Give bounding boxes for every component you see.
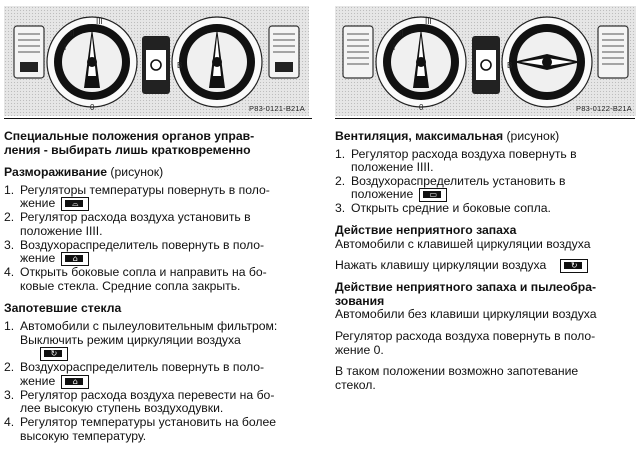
right-vent-icon: [598, 26, 628, 78]
recirculation-icon: ↻: [40, 347, 68, 361]
dial-mark: III: [425, 17, 432, 26]
temp-dial-left-icon: [376, 17, 466, 107]
section-rule: [4, 118, 312, 119]
defrost-heading: [4, 166, 312, 180]
intro-heading: [4, 130, 312, 157]
heading-text: Размораживание: [4, 165, 108, 180]
odor-heading: Действие неприятного запаха: [335, 222, 517, 237]
list-item: 3. Открыть средние и боковые сопла.: [335, 201, 551, 216]
dial-mark: I: [64, 43, 67, 52]
right-text-column: [335, 118, 635, 392]
list-item: 3. Воздухораспределитель повернуть в поло- жение ⌂: [4, 237, 265, 266]
vent-steps: [335, 148, 635, 216]
windshield-defrost-icon: ⌓: [61, 197, 89, 211]
list-item: 2. Регулятор расхода воздуха установить в положение IIII.: [4, 210, 251, 238]
temp-dial-left-icon: [47, 17, 137, 107]
section-rule: [335, 118, 635, 119]
figure-code: P83-0121-B21A: [249, 104, 305, 113]
heading-sub: (рисунок): [503, 129, 560, 143]
odor-text: Автомобили с клавишей циркуляции воздуха: [335, 236, 591, 251]
odor-dust-text: Автомобили без клавиши циркуляции воздуха: [335, 307, 597, 322]
odor-dust-heading: Действие неприятного запаха и пылеобра- зования: [335, 280, 597, 308]
climate-panel-figure-1: [4, 6, 309, 116]
right-vent-icon: [269, 26, 299, 78]
list-item: 3. Регулятор расхода воздуха перевести на бо- лее высокую ступень воздуходувки.: [4, 387, 275, 416]
list-item: 1. Регулятор расхода воздуха повернуть в положение IIII.: [335, 146, 577, 175]
list-item: 2. Воздухораспределитель повернуть в поло- жение ⌂: [4, 360, 265, 388]
dial-mark: B: [507, 61, 513, 70]
left-text-column: [4, 118, 312, 443]
climate-panel-figure-2: [335, 6, 636, 116]
windshield-defrost-icon: ⌂: [61, 375, 89, 389]
recirculation-icon: ↻: [560, 259, 588, 273]
list-item: 1. Автомобили с пылеуловительным фильтром: Выключить режим циркуляции воздуха ↻: [4, 320, 312, 361]
list-item: 4. Открыть боковые сопла и направить на бо- ковые стекла. Средние сопла закрыть.: [4, 265, 267, 293]
dial-mark: I: [393, 43, 396, 52]
figure-code: P83-0122-B21A: [576, 104, 632, 113]
dash-vent-icon: ▭: [419, 188, 447, 202]
windshield-defrost-icon: ⌂: [61, 252, 89, 266]
vent-heading: [335, 130, 635, 144]
defrost-steps: [4, 184, 312, 294]
dial-mark: II: [399, 29, 404, 38]
air-distribution-dial-icon: [502, 17, 592, 107]
paragraph: В таком положении возможно запотевание стекол.: [335, 364, 579, 392]
dial-mark: 0: [90, 103, 95, 112]
dial-mark: II: [70, 29, 75, 38]
heading-sub: (рисунок): [107, 165, 164, 180]
recirculation-switch-icon: [142, 36, 170, 94]
fog-steps: [4, 320, 312, 443]
dial-mark: III: [96, 17, 103, 26]
dial-mark: 0: [419, 103, 424, 112]
heading-text: Вентиляция, максимальная: [335, 129, 504, 143]
paragraph: Регулятор расхода воздуха повернуть в поло- жение 0.: [335, 328, 596, 357]
dial-mark: B: [177, 61, 183, 70]
air-distribution-dial-icon: [172, 17, 262, 107]
list-item: 4. Регулятор температуры установить на более высокую температуру.: [4, 414, 277, 443]
left-vent-icon: [343, 26, 373, 78]
climate-panel-drawing: [335, 6, 636, 116]
list-item: 1. Регуляторы температуры повернуть в поло- жение ⌓: [4, 182, 270, 211]
left-vent-icon: [14, 26, 44, 78]
intro-line: Специальные положения органов управ-: [4, 129, 255, 143]
list-item: 2. Воздухораспределитель установить в положение ▭: [335, 173, 566, 202]
odor-press: Нажать клавишу циркуляции воздуха ↻: [335, 259, 635, 273]
intro-line: ления - выбирать лишь кратковременно: [4, 142, 251, 157]
recirculation-switch-icon: [472, 36, 500, 94]
fog-heading: Запотевшие стекла: [4, 301, 122, 316]
climate-panel-drawing: [4, 6, 309, 116]
